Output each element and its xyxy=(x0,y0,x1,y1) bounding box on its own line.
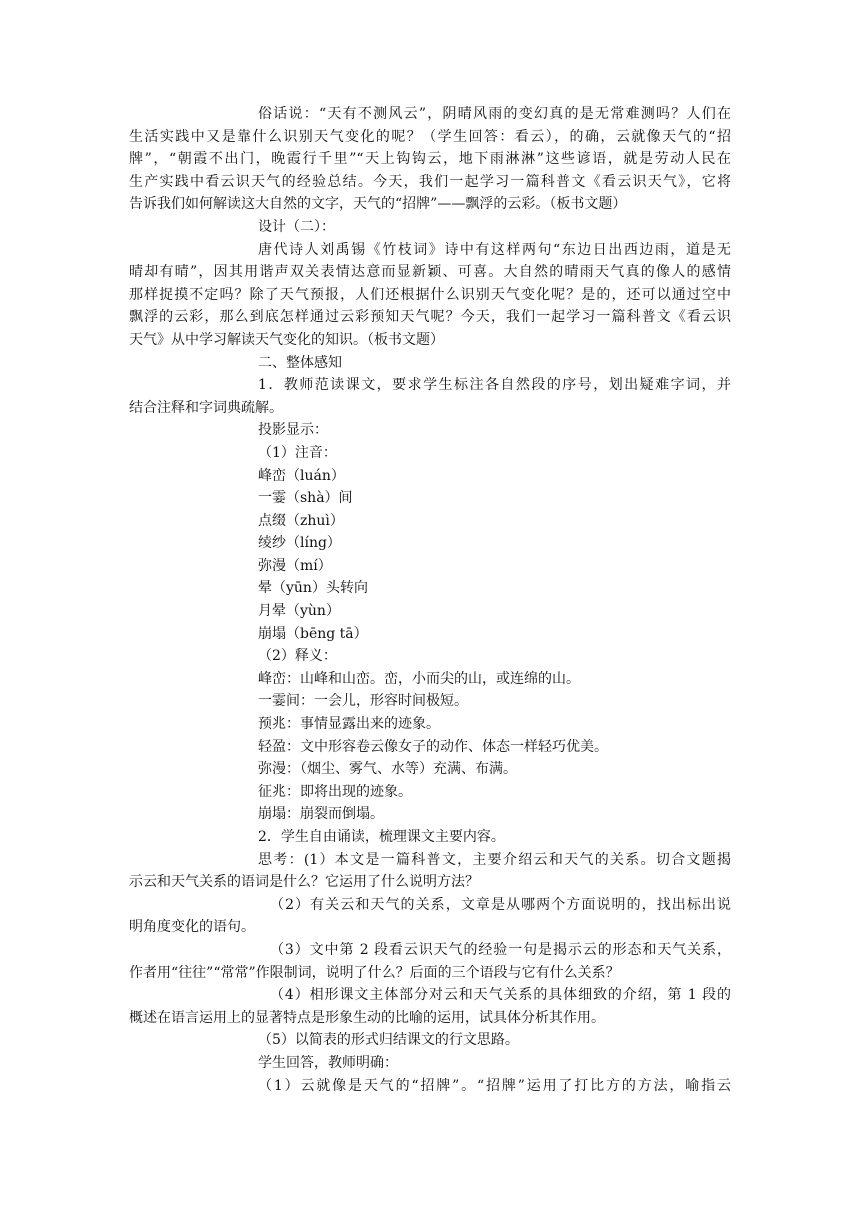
text-line: （3）文中第 2 段看云识天气的经验一句是揭示云的形态和天气关系， xyxy=(270,941,731,958)
text-line: 唐代诗人刘禹锡《竹枝词》诗中有这样两句“东边日出西边雨，道是无 xyxy=(258,241,731,258)
text-line: 点缀（zhuì） xyxy=(258,512,344,529)
text-line: 1．教师范读课文，要求学生标注各自然段的序号，划出疑难字词，并 xyxy=(258,377,731,394)
text-line: 2．学生自由诵读，梳理课文主要内容。 xyxy=(258,829,505,845)
text-line: 弥漫：（烟尘、雾气、水等）充满、布满。 xyxy=(258,761,517,778)
text-line: 预兆：事情显露出来的迹象。 xyxy=(258,716,440,733)
text-line: （1）云就像是天气的“招牌”。“招牌”运用了打比方的方法，喻指云 xyxy=(258,1077,731,1094)
text-line: 生活实践中又是靠什么识别天气变化的呢？（学生回答：看云），的确，云就像天气的“招 xyxy=(129,128,731,145)
text-line: 俗话说：“天有不测风云”，阴晴风雨的变幻真的是无常难测吗？人们在 xyxy=(258,106,731,122)
text-line: 投影显示： xyxy=(258,422,328,439)
text-line: 结合注释和字词典疏解。 xyxy=(129,399,283,416)
text-line: （2）释义： xyxy=(258,648,337,665)
text-line: 一霎（shà）间 xyxy=(258,490,353,507)
text-line: 飘浮的云彩，那么到底怎样通过云彩预知天气呢？今天，我们一起学习一篇科普文《看云识 xyxy=(129,309,731,326)
text-line: 告诉我们如何解读这大自然的文字，天气的“招牌”——飘浮的云彩。（板书文题） xyxy=(129,196,627,213)
text-line: （4）相形课文主体部分对云和天气关系的具体细致的介绍，第 1 段的 xyxy=(270,987,731,1004)
text-line: 弥漫（mí） xyxy=(258,557,332,574)
text-line: （2）有关云和天气的关系，文章是从哪两个方面说明的，找出标出说 xyxy=(270,896,731,913)
text-line: 示云和天气关系的语词是什么？它运用了什么说明方法？ xyxy=(129,874,479,891)
text-line: 一霎间：一会儿，形容时间极短。 xyxy=(258,693,468,710)
text-line: 思考：(1）本文是一篇科普文，主要介绍云和天气的关系。切合文题揭 xyxy=(258,851,731,868)
text-line: 晴却有晴”，因其用谐声双关表情达意而显新颖、可喜。大自然的晴雨天气真的像人的感情 xyxy=(129,264,731,281)
text-line: 月晕（yùn） xyxy=(258,603,340,620)
text-line: 峰峦（luán） xyxy=(258,467,345,484)
text-line: （5）以简表的形式归结课文的行文思路。 xyxy=(258,1032,519,1049)
text-line: （1）注音： xyxy=(258,444,337,461)
text-line: 牌”，“朝霞不出门，晚霞行千里”“天上钩钩云，地下雨淋淋”这些谚语，就是劳动人民在 xyxy=(129,151,731,168)
text-line: 设计（二）： xyxy=(258,218,335,235)
text-line: 明角度变化的语句。 xyxy=(129,919,255,936)
text-line: 天气》从中学习解读天气变化的知识。（板书文题） xyxy=(129,331,444,348)
text-line: 绫纱（líng） xyxy=(258,535,341,552)
text-line: 峰峦：山峰和山峦。峦，小而尖的山，或连绵的山。 xyxy=(258,670,580,687)
text-line: 学生回答，教师明确： xyxy=(258,1054,398,1071)
text-line: 生产实践中看云识天气的经验总结。今天，我们一起学习一篇科普文《看云识天气》，它将 xyxy=(129,173,731,190)
text-line: 轻盈：文中形容卷云像女子的动作、体态一样轻巧优美。 xyxy=(258,738,608,755)
text-line: 那样捉摸不定吗？除了天气预报，人们还根据什么识别天气变化呢？是的，还可以通过空中 xyxy=(129,286,731,303)
text-line: 崩塌：崩裂而倒塌。 xyxy=(258,806,384,823)
text-line: 晕（yūn）头转向 xyxy=(258,580,368,597)
document-body xyxy=(129,103,731,1097)
text-line: 崩塌（bēng tā） xyxy=(258,625,368,642)
text-line: 概述在语言运用上的显著特点是形象生动的比喻的运用，试具体分析其作用。 xyxy=(129,1009,605,1026)
text-line: 征兆：即将出现的迹象。 xyxy=(258,783,412,800)
text-line: 作者用“往往”“常常”作限制词，说明了什么？后面的三个语段与它有什么关系？ xyxy=(129,964,620,981)
text-line: 二、整体感知 xyxy=(258,354,342,371)
